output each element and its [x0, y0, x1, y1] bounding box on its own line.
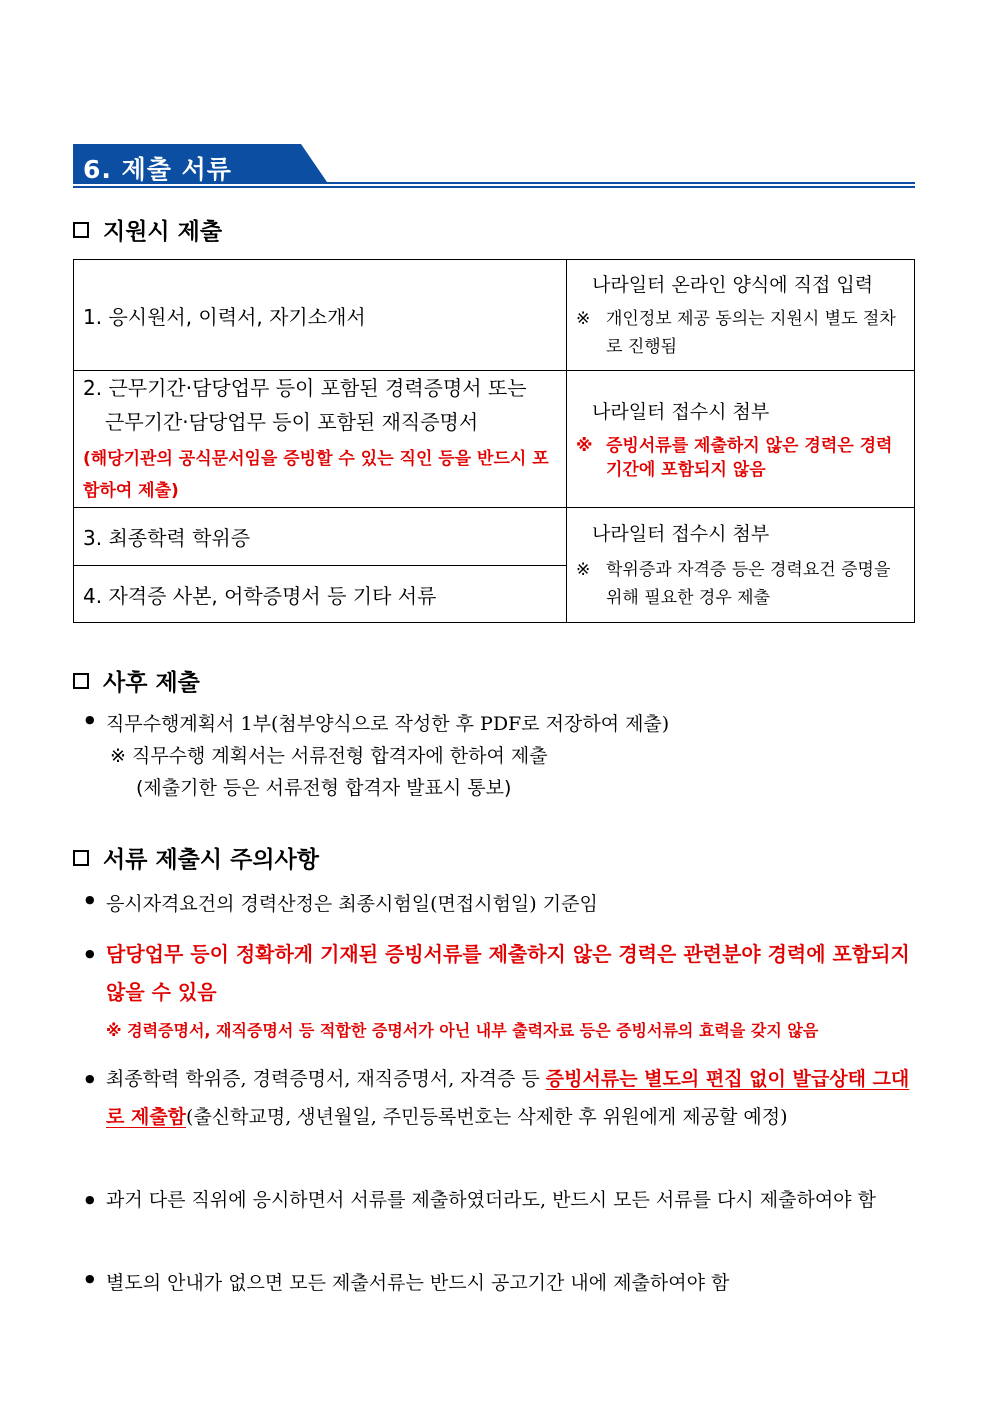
- table-cell: [74, 508, 567, 566]
- note-line: ※ 직무수행 계획서는 서류전형 합격자에 한하여 제출: [110, 745, 548, 767]
- list-item-text: 직무수행계획서 1부(첨부양식으로 작성한 후 PDF로 저장하여 제출): [106, 713, 670, 735]
- doc-item: 3. 최종학력 학위증: [83, 526, 251, 550]
- section-title-banner: [73, 144, 915, 189]
- list-item: [85, 889, 925, 916]
- note-line: (제출기한 등은 서류전형 합격자 발표시 통보): [136, 777, 512, 799]
- bullet-icon: [85, 1181, 106, 1222]
- list-item: [85, 1181, 925, 1222]
- table-cell: [74, 260, 567, 371]
- text-segment: (출신학교명, 생년월일, 주민등록번호는 삭제한 후 위원에게 제공할 예정): [186, 1106, 788, 1128]
- list-item-text: 별도의 안내가 없으면 모든 제출서류는 반드시 공고기간 내에 제출하여야 함: [106, 1272, 730, 1294]
- required-notice: (해당기관의 공식문서임을 증빙할 수 있는 직인 등을 반드시 포함하여 제출): [83, 449, 549, 501]
- list-item: [85, 1060, 925, 1136]
- bullet-icon: [85, 1268, 106, 1295]
- note-text: 개인정보 제공 동의는 지원시 별도 절차로 진행됨: [606, 308, 896, 357]
- bullet-icon: [85, 935, 106, 1011]
- bullet-icon: [85, 889, 106, 916]
- doc-item: 4. 자격증 사본, 어학증명서 등 기타 서류: [83, 583, 437, 608]
- table-cell: [74, 566, 567, 623]
- list-item-text: 과거 다른 직위에 응시하면서 서류를 제출하였더라도, 반드시 모든 서류를 다시 제출하여야 함: [106, 1189, 876, 1211]
- table-cell: [567, 508, 915, 623]
- list-item: [85, 1268, 925, 1295]
- heading-cautions: [73, 841, 319, 874]
- table-cell: [567, 371, 915, 508]
- table-cell: [74, 371, 567, 508]
- list-item-text: [106, 1060, 925, 1136]
- bullet-icon: [85, 709, 106, 736]
- note-mark: ※: [576, 308, 591, 329]
- note-mark: ※: [576, 559, 591, 580]
- checkbox-icon: [73, 850, 89, 866]
- heading-text: 지원시 제출: [103, 219, 223, 245]
- heading-text: 사후 제출: [103, 670, 200, 696]
- checkbox-icon: [73, 673, 89, 689]
- doc-item-cont: 근무기간·담당업무 등이 포함된 재직증명서: [105, 410, 479, 434]
- warning-note: ※ 경력증명서, 재직증명서 등 적합한 증명서가 아닌 내부 출력자료 등은 증빙서류의 효력을 갖지 않음: [106, 1021, 819, 1040]
- table-cell: [567, 260, 915, 371]
- list-item: [85, 709, 925, 736]
- doc-item: 2. 근무기간·담당업무 등이 포함된 경력증명서 또는: [83, 376, 527, 400]
- bullet-icon: [85, 1060, 106, 1136]
- note-mark: ※: [576, 435, 593, 456]
- heading-on-application: [73, 213, 222, 246]
- submit-method: 나라일터 접수시 첨부: [592, 400, 770, 423]
- checkbox-icon: [73, 222, 89, 238]
- note-text: 학위증과 자격증 등은 경력요건 증명을 위해 필요한 경우 제출: [606, 559, 891, 608]
- text-segment: 최종학력 학위증, 경력증명서, 재직증명서, 자격증 등: [106, 1068, 546, 1090]
- section-title: 6. 제출 서류: [83, 155, 232, 184]
- table-row: [74, 508, 915, 566]
- table-row: [74, 371, 915, 508]
- table-row: [74, 260, 915, 371]
- list-item-text: 담당업무 등이 정확하게 기재된 증빙서류를 제출하지 않은 경력은 관련분야 경력에 포함되지 않을 수 있음: [106, 942, 910, 1004]
- emphasis-underline: 증빙서류는 별도의 편집 없이 발급상태 그대로 제출함: [106, 1068, 910, 1128]
- heading-after-submission: [73, 664, 200, 697]
- list-item-text: 응시자격요건의 경력산정은 최종시험일(면접시험일) 기준임: [106, 893, 598, 915]
- submit-method: 나라일터 접수시 첨부: [592, 522, 770, 545]
- doc-item: 1. 응시원서, 이력서, 자기소개서: [83, 304, 366, 329]
- submit-method: 나라일터 온라인 양식에 직접 입력: [592, 273, 874, 296]
- list-item: [85, 935, 925, 1011]
- note-text: 증빙서류를 제출하지 않은 경력은 경력기간에 포함되지 않음: [606, 435, 893, 480]
- heading-text: 서류 제출시 주의사항: [103, 847, 319, 873]
- documents-table: [73, 259, 915, 623]
